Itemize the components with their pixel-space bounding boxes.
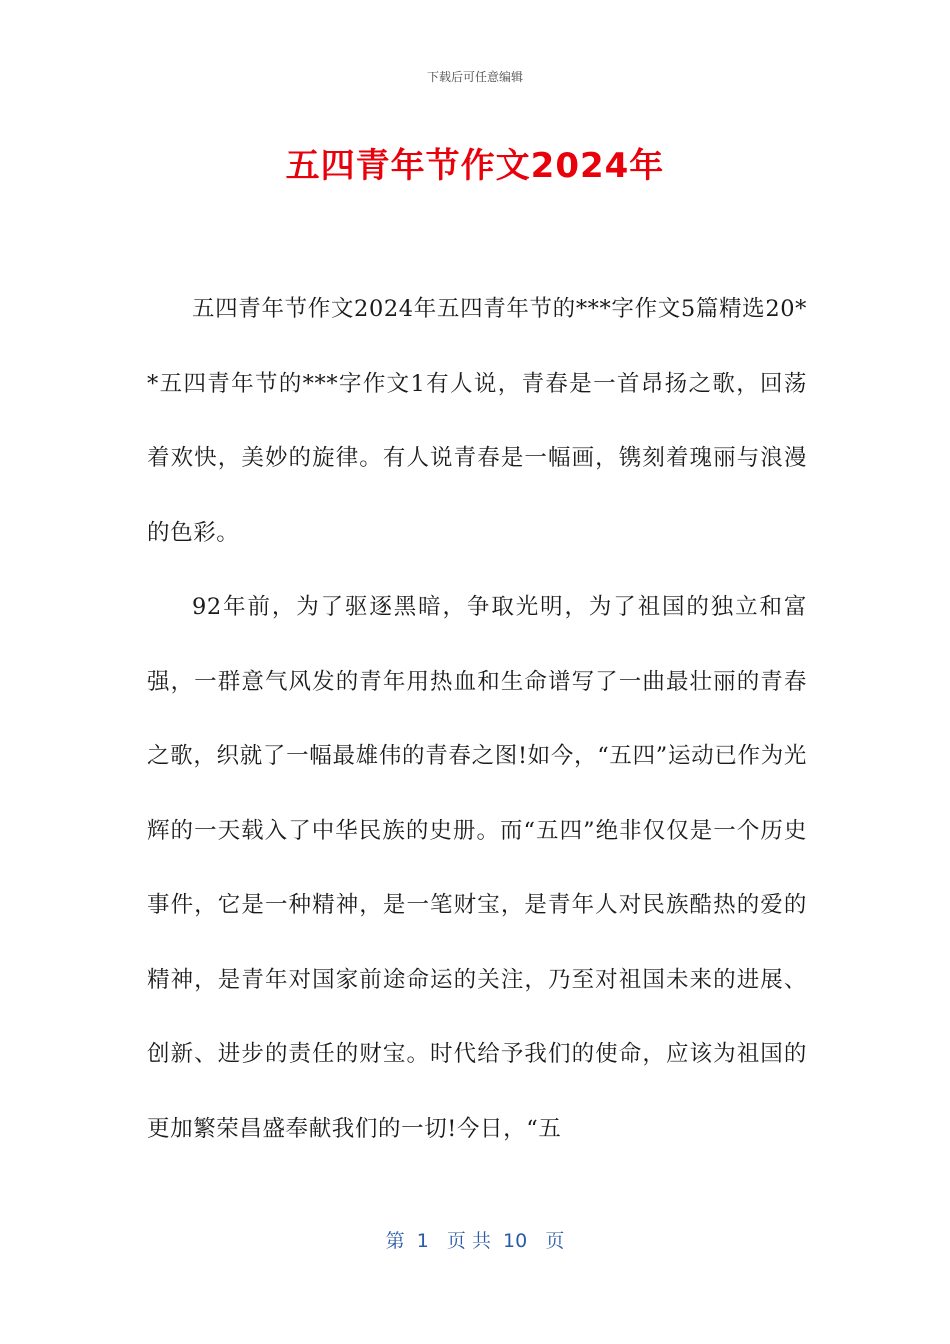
document-title: 五四青年节作文2024年 [285, 146, 665, 186]
page-header-note: 下载后可任意编辑 [426, 70, 523, 84]
paragraph: 92年前，为了驱逐黑暗，争取光明，为了祖国的独立和富强，一群意气风发的青年用热血和生命谱写了一曲最壮丽的青春之歌，织就了一幅最雄伟的青春之图!如今，“五四”运动已作为光辉的一天载入了中华民族的史册。而“五四”绝非仅仅是一个历史事件，它是一种精神，是一笔财宝，是青年人对民族酷热的爱的精神，是青年对国家前途命运的关注，乃至对祖国未来的进展、创新、进步的责任的财宝。时代给予我们的使命，应该为祖国的更加繁荣昌盛奉献我们的一切!今日，“五 [147, 594, 807, 1142]
document-body [147, 272, 807, 1166]
page-number-footer: 第 1 页 共 10 页 [385, 1230, 565, 1252]
paragraph: 五四青年节作文2024年五四青年节的***字作文5篇精选20**五四青年节的***字作文1有人说，青春是一首昂扬之歌，回荡着欢快，美妙的旋律。有人说青春是一幅画，镌刻着瑰丽与浪漫的色彩。 [147, 296, 807, 546]
